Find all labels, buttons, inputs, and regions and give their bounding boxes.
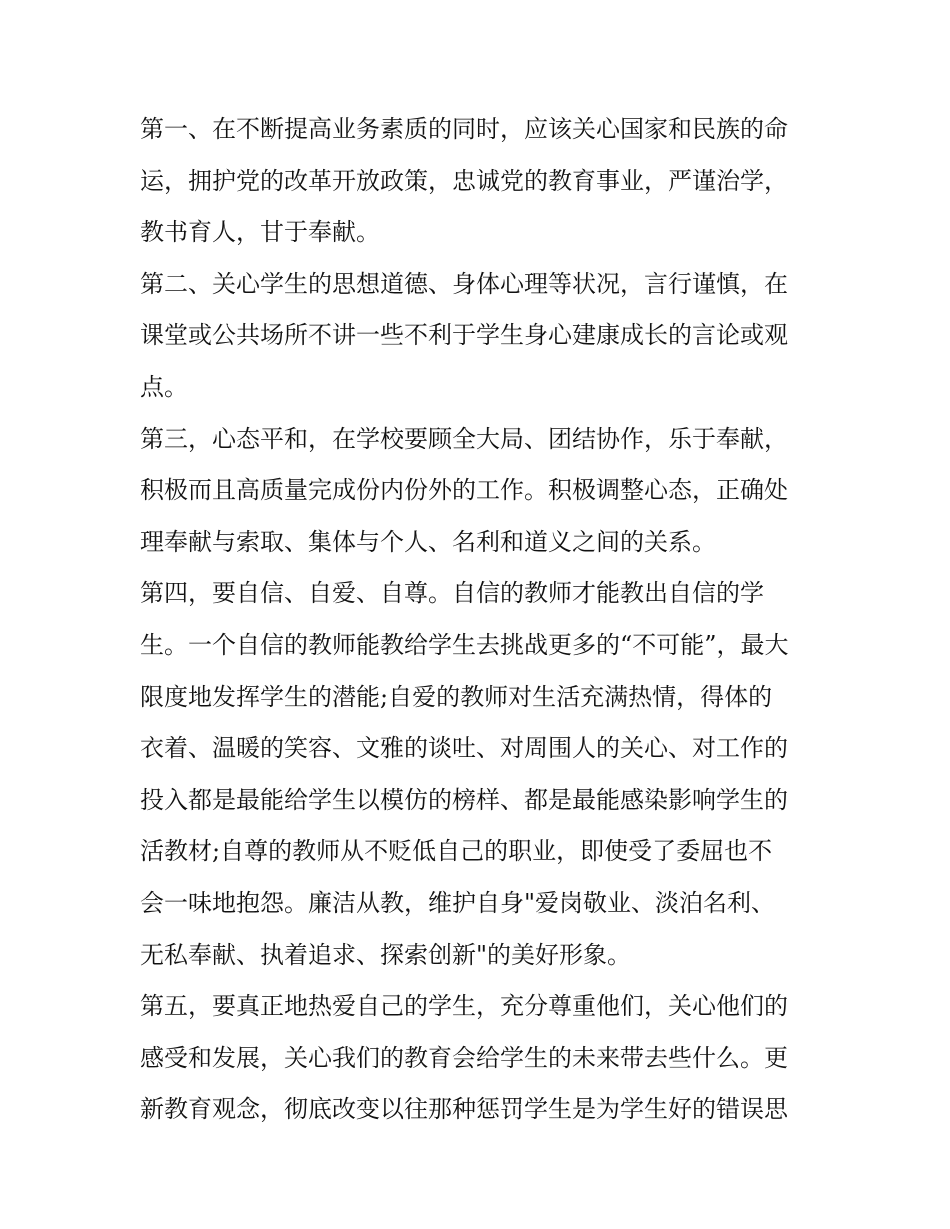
paragraph-4 — [140, 568, 812, 981]
text-line: 教书育人，甘于奉献。 — [140, 218, 380, 247]
text-line: 投入都是最能给学生以模仿的榜样、都是最能感染影响学生的 — [140, 785, 788, 814]
text-line: 生。一个自信的教师能教给学生去挑战更多的“不可能”，最大 — [140, 630, 789, 659]
text-line: 理奉献与索取、集体与个人、名利和道义之间的关系。 — [140, 527, 716, 556]
document-body — [140, 104, 812, 1136]
text-line: 第二、关心学生的思想道德、身体心理等状况，言行谨慎，在 — [140, 269, 788, 298]
text-line: 限度地发挥学生的潜能;自爱的教师对生活充满热情，得体的 — [140, 682, 773, 711]
text-line: 点。 — [140, 372, 188, 401]
text-line: 第五，要真正地热爱自己的学生，充分尊重他们，关心他们的 — [140, 992, 788, 1021]
text-line: 无私奉献、执着追求、探索创新"的美好形象。 — [140, 940, 632, 969]
text-line: 活教材;自尊的教师从不贬低自己的职业，即使受了委屈也不 — [140, 837, 773, 866]
text-line: 第三，心态平和，在学校要顾全大局、团结协作，乐于奉献， — [140, 424, 788, 453]
text-line: 感受和发展，关心我们的教育会给学生的未来带去些什么。更 — [140, 1043, 788, 1072]
text-line: 积极而且高质量完成份内份外的工作。积极调整心态，正确处 — [140, 476, 788, 505]
text-line: 第四，要自信、自爱、自尊。自信的教师才能教出自信的学 — [140, 579, 764, 608]
text-line: 会一味地抱怨。廉洁从教，维护自身"爱岗敬业、淡泊名利、 — [140, 888, 776, 917]
text-line: 运，拥护党的改革开放政策，忠诚党的教育事业，严谨治学， — [140, 166, 788, 195]
paragraph-1 — [140, 104, 812, 259]
text-line: 课堂或公共场所不讲一些不利于学生身心建康成长的言论或观 — [140, 321, 788, 350]
text-line: 新教育观念，彻底改变以往那种惩罚学生是为学生好的错误思 — [140, 1095, 788, 1124]
text-line: 第一、在不断提高业务素质的同时，应该关心国家和民族的命 — [140, 115, 788, 143]
paragraph-3 — [140, 414, 812, 569]
paragraph-2 — [140, 259, 812, 414]
paragraph-5 — [140, 981, 812, 1136]
text-line: 衣着、温暖的笑容、文雅的谈吐、对周围人的关心、对工作的 — [140, 734, 788, 763]
